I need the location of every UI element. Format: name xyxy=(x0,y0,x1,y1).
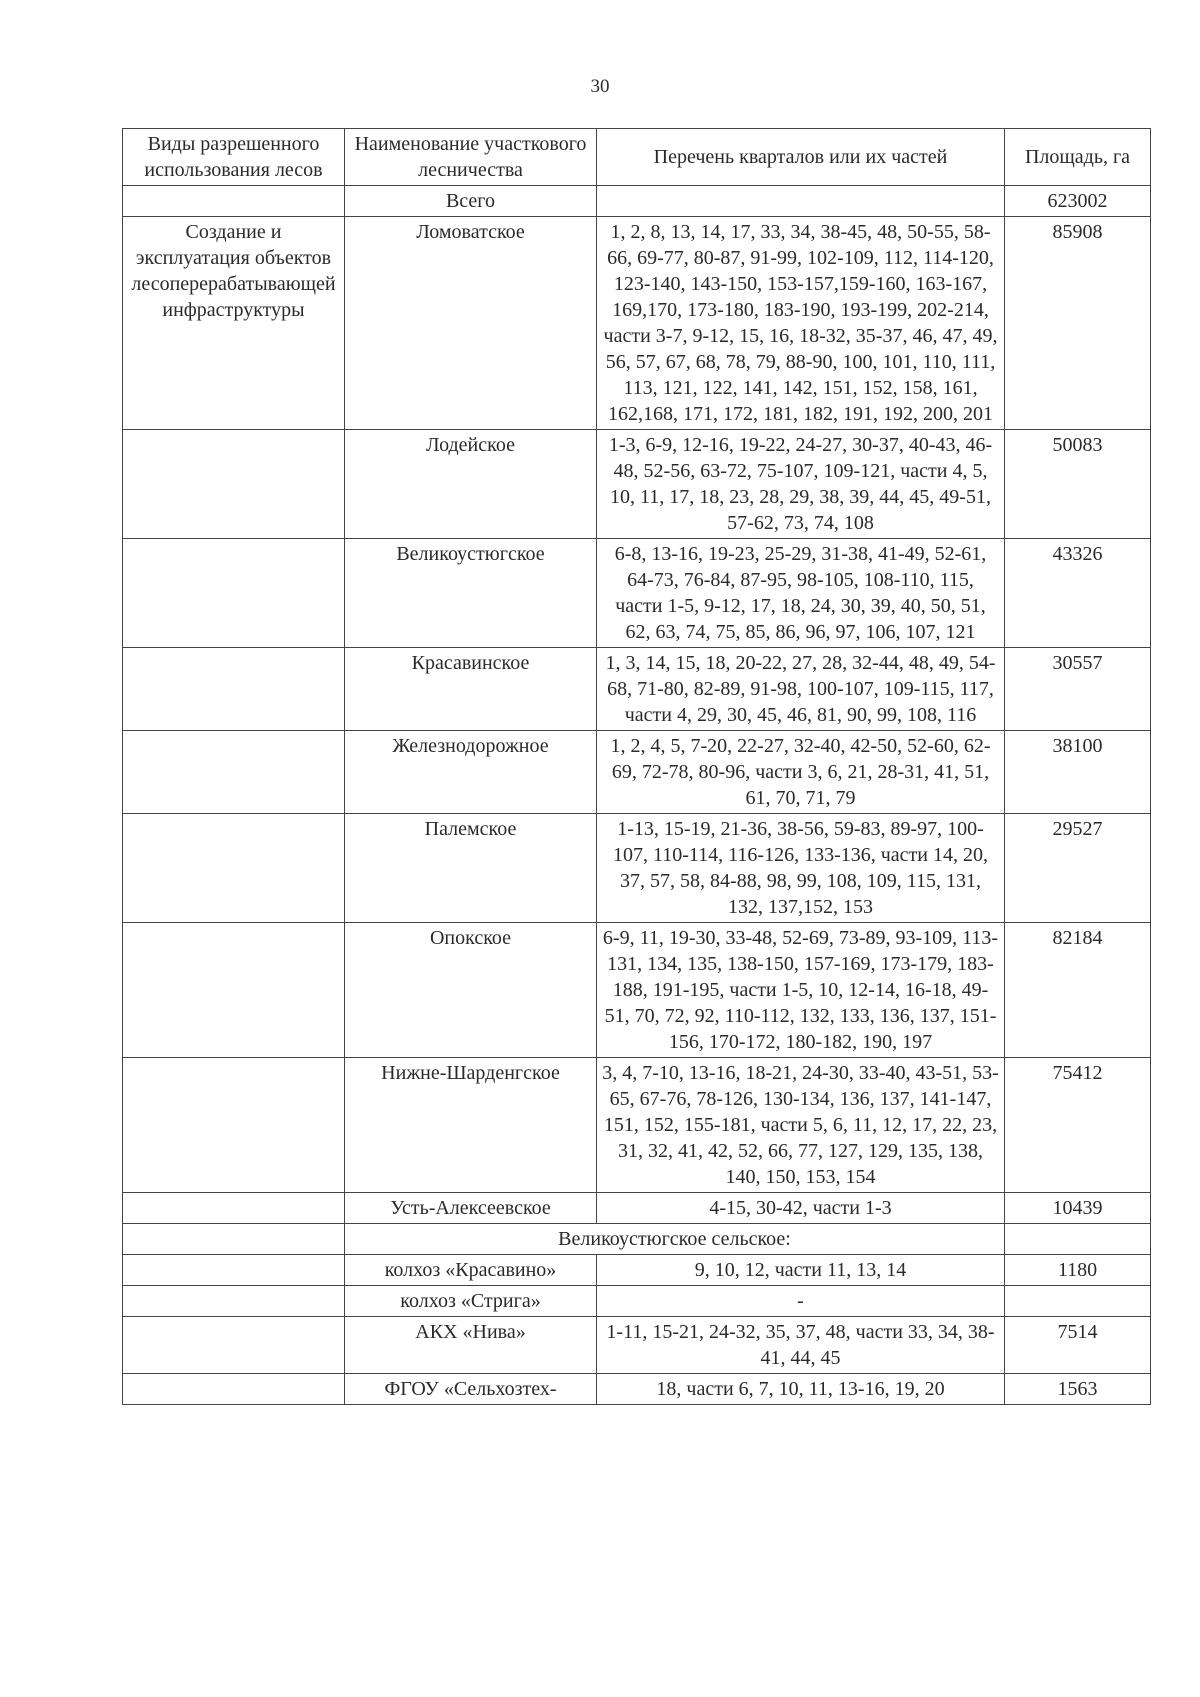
area-value: 7514 xyxy=(1005,1317,1151,1374)
table-row xyxy=(123,648,1151,731)
table-row xyxy=(123,1193,1151,1224)
forestry-name: Палемское xyxy=(345,814,597,923)
quarters-list: 1, 3, 14, 15, 18, 20-22, 27, 28, 32-44, 48, 49, 54-68, 71-80, 82-89, 91-98, 100-107, 109-115, 117, части 4, 29, 30, 45, 46, 81, 90, 99, 108, 116 xyxy=(597,648,1005,731)
total-empty-cell xyxy=(123,186,345,217)
area-value: 50083 xyxy=(1005,430,1151,539)
area-value: 38100 xyxy=(1005,731,1151,814)
use-type-continuation xyxy=(123,1317,345,1374)
use-type-continuation xyxy=(123,1193,345,1224)
quarters-list: 9, 10, 12, части 11, 13, 14 xyxy=(597,1255,1005,1286)
use-type-continuation xyxy=(123,814,345,923)
header-forestry: Наименование участкового лесничества xyxy=(345,129,597,186)
forestry-name: колхоз «Стрига» xyxy=(345,1286,597,1317)
forestry-name: колхоз «Красавино» xyxy=(345,1255,597,1286)
quarters-list: 1, 2, 8, 13, 14, 17, 33, 34, 38-45, 48, 50-55, 58-66, 69-77, 80-87, 91-99, 102-109, 112, 114-120, 123-140, 143-150, 153-157,159-160, 163-167, 169,170, 173-180, 183-190, 193-199, 202-214, части 3-7, 9-12, 15, 16, 18-32, 35-37, 46, 47, 49, 56, 57, 67, 68, 78, 79, 88-90, 100, 101, 110, 111, 113, 121, 122, 141, 142, 151, 152, 158, 161, 162,168, 171, 172, 181, 182, 191, 192, 200, 201 xyxy=(597,217,1005,430)
table-row xyxy=(123,731,1151,814)
use-type-continuation xyxy=(123,430,345,539)
forestry-name: Усть-Алексеевское xyxy=(345,1193,597,1224)
area-value xyxy=(1005,1286,1151,1317)
area-value: 29527 xyxy=(1005,814,1151,923)
subsection-row xyxy=(123,1224,1151,1255)
forestry-name: Железнодорожное xyxy=(345,731,597,814)
table-row xyxy=(123,1317,1151,1374)
table-row xyxy=(123,1255,1151,1286)
area-value: 1563 xyxy=(1005,1374,1151,1405)
area-value: 85908 xyxy=(1005,217,1151,430)
table-row xyxy=(123,923,1151,1058)
table-row xyxy=(123,1286,1151,1317)
table-row xyxy=(123,814,1151,923)
header-use-type: Виды разрешенного использования лесов xyxy=(123,129,345,186)
use-type-continuation xyxy=(123,1255,345,1286)
header-quarters: Перечень кварталов или их частей xyxy=(597,129,1005,186)
use-type-continuation xyxy=(123,731,345,814)
use-type-continuation xyxy=(123,1374,345,1405)
quarters-list: 6-8, 13-16, 19-23, 25-29, 31-38, 41-49, 52-61, 64-73, 76-84, 87-95, 98-105, 108-110, 115, части 1-5, 9-12, 17, 18, 24, 30, 39, 40, 50, 51, 62, 63, 74, 75, 85, 86, 96, 97, 106, 107, 121 xyxy=(597,539,1005,648)
total-area: 623002 xyxy=(1005,186,1151,217)
area-value: 75412 xyxy=(1005,1058,1151,1193)
forestry-name: Нижне-Шарденгское xyxy=(345,1058,597,1193)
use-type-continuation xyxy=(123,923,345,1058)
table-row xyxy=(123,1058,1151,1193)
table-row xyxy=(123,1374,1151,1405)
use-type-continuation xyxy=(123,648,345,731)
total-label: Всего xyxy=(345,186,597,217)
forestry-name: АКХ «Нива» xyxy=(345,1317,597,1374)
use-type-continuation xyxy=(123,1058,345,1193)
total-row xyxy=(123,186,1151,217)
forest-use-table xyxy=(122,128,1151,1405)
subsection-title: Великоустюгское сельское: xyxy=(345,1224,1005,1255)
use-type-continuation xyxy=(123,1286,345,1317)
quarters-list: 1, 2, 4, 5, 7-20, 22-27, 32-40, 42-50, 52-60, 62-69, 72-78, 80-96, части 3, 6, 21, 28-31, 41, 51, 61, 70, 71, 79 xyxy=(597,731,1005,814)
subsection-empty-area xyxy=(1005,1224,1151,1255)
use-type-cell: Создание и эксплуатация объектов лесоперерабатывающей инфраструктуры xyxy=(123,217,345,430)
area-value: 10439 xyxy=(1005,1193,1151,1224)
quarters-list: - xyxy=(597,1286,1005,1317)
forestry-name: Великоустюгское xyxy=(345,539,597,648)
forestry-name: Ломоватское xyxy=(345,217,597,430)
forestry-name: Лодейское xyxy=(345,430,597,539)
area-value: 43326 xyxy=(1005,539,1151,648)
table-row xyxy=(123,430,1151,539)
page-number: 30 xyxy=(590,76,610,97)
quarters-list: 6-9, 11, 19-30, 33-48, 52-69, 73-89, 93-109, 113-131, 134, 135, 138-150, 157-169, 173-179, 183-188, 191-195, части 1-5, 10, 12-14, 16-18, 49-51, 70, 72, 92, 110-112, 132, 133, 136, 137, 151-156, 170-172, 180-182, 190, 197 xyxy=(597,923,1005,1058)
use-type-continuation xyxy=(123,539,345,648)
forestry-name: Красавинское xyxy=(345,648,597,731)
area-value: 82184 xyxy=(1005,923,1151,1058)
quarters-list: 4-15, 30-42, части 1-3 xyxy=(597,1193,1005,1224)
area-value: 30557 xyxy=(1005,648,1151,731)
table-header-row xyxy=(123,129,1151,186)
total-empty-quarters xyxy=(597,186,1005,217)
quarters-list: 1-3, 6-9, 12-16, 19-22, 24-27, 30-37, 40-43, 46-48, 52-56, 63-72, 75-107, 109-121, части 4, 5, 10, 11, 17, 18, 23, 28, 29, 38, 39, 44, 45, 49-51, 57-62, 73, 74, 108 xyxy=(597,430,1005,539)
forestry-name: ФГОУ «Сельхозтех- xyxy=(345,1374,597,1405)
header-area: Площадь, га xyxy=(1005,129,1151,186)
quarters-list: 1-11, 15-21, 24-32, 35, 37, 48, части 33, 34, 38-41, 44, 45 xyxy=(597,1317,1005,1374)
quarters-list: 1-13, 15-19, 21-36, 38-56, 59-83, 89-97, 100-107, 110-114, 116-126, 133-136, части 14, 20, 37, 57, 58, 84-88, 98, 99, 108, 109, 115, 131, 132, 137,152, 153 xyxy=(597,814,1005,923)
forestry-name: Опокское xyxy=(345,923,597,1058)
quarters-list: 18, части 6, 7, 10, 11, 13-16, 19, 20 xyxy=(597,1374,1005,1405)
table-row xyxy=(123,217,1151,430)
table-row xyxy=(123,539,1151,648)
quarters-list: 3, 4, 7-10, 13-16, 18-21, 24-30, 33-40, 43-51, 53-65, 67-76, 78-126, 130-134, 136, 137, 141-147, 151, 152, 155-181, части 5, 6, 11, 12, 17, 22, 23, 31, 32, 41, 42, 52, 66, 77, 127, 129, 135, 138, 140, 150, 153, 154 xyxy=(597,1058,1005,1193)
use-type-continuation xyxy=(123,1224,345,1255)
area-value: 1180 xyxy=(1005,1255,1151,1286)
